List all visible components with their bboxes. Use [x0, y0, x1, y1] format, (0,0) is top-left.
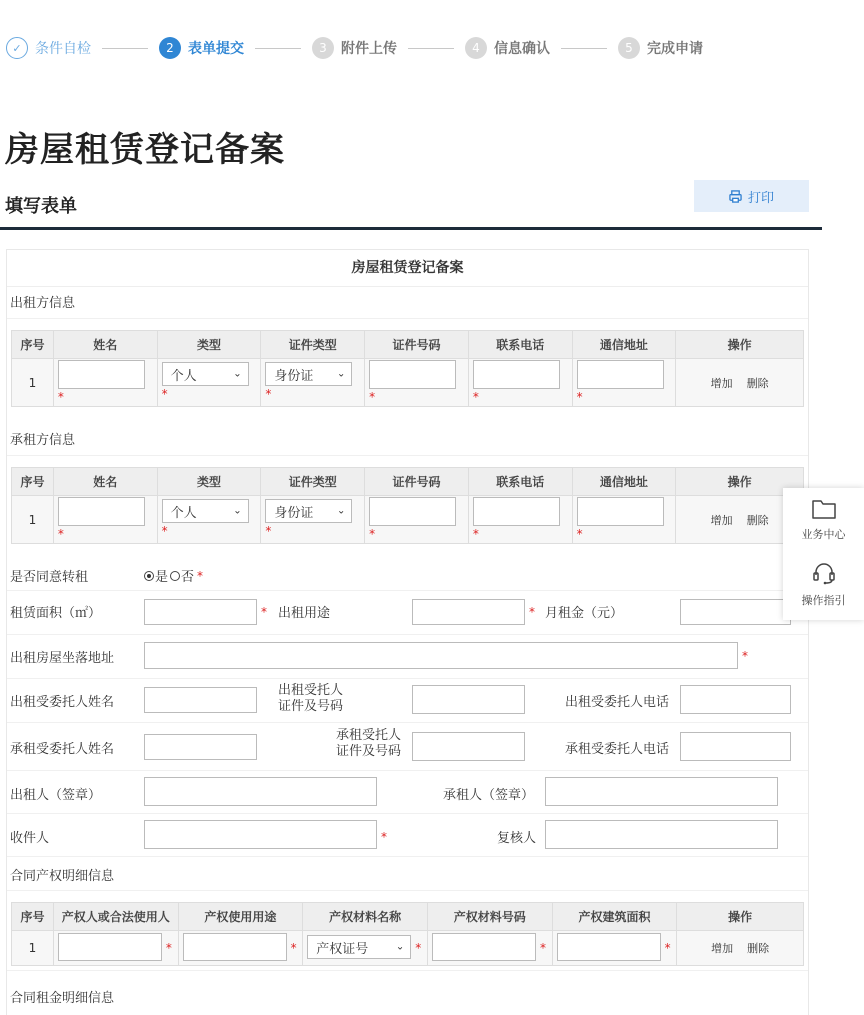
lessee-agent-phone-input[interactable]: [680, 732, 791, 761]
label-line: 证件及号码: [336, 744, 402, 759]
lessor-sign-label: 出租人（签章）: [10, 788, 102, 803]
row-divider: [7, 678, 808, 679]
type-cell: [158, 359, 262, 406]
col-header: 通信地址: [573, 468, 677, 495]
col-header: 产权人或合法使用人: [54, 903, 179, 930]
label-line: 出租受托人: [278, 683, 344, 698]
row-index: 1: [12, 496, 54, 543]
usage-cell: [179, 931, 304, 965]
area-label: 租赁面积（㎡）: [10, 606, 102, 621]
lessee-agent-phone-label: 承租受委托人电话: [565, 742, 670, 757]
col-header: 类型: [158, 331, 262, 358]
row-divider: [7, 455, 808, 456]
type-select[interactable]: [162, 362, 249, 386]
id-type-value: 身份证: [274, 368, 314, 384]
required-mark: *: [57, 527, 64, 541]
material-value: 产权证号: [316, 941, 369, 957]
row-divider: [7, 722, 808, 723]
row-index: 1: [12, 359, 54, 406]
lessor-agent-name-label: 出租受委托人姓名: [10, 695, 115, 710]
guide-button[interactable]: [783, 560, 864, 608]
check-icon: ✓: [6, 37, 28, 59]
table-header: [12, 468, 803, 496]
print-label: 打印: [747, 189, 774, 205]
col-header: 联系电话: [469, 468, 573, 495]
name-input[interactable]: [58, 360, 145, 389]
required-mark: *: [576, 527, 583, 541]
row-divider: [7, 813, 808, 814]
required-mark: *: [369, 527, 376, 541]
row-divider: [7, 590, 808, 591]
required-mark: *: [539, 941, 546, 955]
reviewer-label: 复核人: [497, 831, 537, 846]
table-row: [12, 496, 803, 543]
step-label: 信息确认: [494, 41, 550, 57]
required-mark: *: [664, 941, 671, 955]
rent-label: 月租金（元）: [545, 606, 624, 621]
required-mark: *: [369, 390, 376, 404]
name-cell: [54, 359, 158, 406]
phone-cell: [469, 496, 573, 543]
material-cell: [303, 931, 428, 965]
phone-cell: [469, 359, 573, 406]
form-title: 房屋租赁登记备案: [7, 250, 808, 287]
required-mark: *: [161, 524, 168, 538]
step-number: 3: [312, 37, 334, 59]
address-cell: [573, 359, 677, 406]
step-connector: [561, 48, 607, 49]
building-area-input[interactable]: [557, 933, 661, 961]
col-header: 联系电话: [469, 331, 573, 358]
property-section-title: 合同产权明细信息: [10, 869, 115, 884]
lessee-sign-input[interactable]: [545, 777, 778, 806]
lessee-agent-name-input[interactable]: [144, 734, 257, 760]
step-connector: [408, 48, 454, 49]
print-button[interactable]: [694, 180, 809, 212]
col-header: 证件类型: [261, 468, 365, 495]
id-number-cell: [365, 496, 469, 543]
usage-input[interactable]: [412, 599, 525, 625]
sublet-label: 是否同意转租: [10, 570, 89, 585]
progress-steps: [6, 36, 703, 60]
material-number-input[interactable]: [432, 933, 536, 961]
type-value: 个人: [170, 505, 197, 521]
lessor-sign-input[interactable]: [144, 777, 377, 806]
label-line: 证件及号码: [278, 699, 344, 714]
lessor-agent-id-label: [278, 683, 343, 715]
required-mark: *: [529, 605, 535, 619]
owner-cell: [54, 931, 179, 965]
row-divider: [7, 890, 808, 891]
property-address-label: 出租房屋坐落地址: [10, 651, 115, 666]
row-divider: [7, 856, 808, 857]
col-header: 证件号码: [365, 331, 469, 358]
id-number-input[interactable]: [369, 497, 456, 526]
page-title: 房屋租赁登记备案: [5, 130, 285, 170]
id-type-value: 身份证: [274, 505, 314, 521]
delete-row-button[interactable]: 删除: [746, 376, 769, 390]
table-row: [12, 359, 803, 406]
required-mark: *: [265, 524, 272, 538]
guide-label: 操作指引: [801, 594, 846, 607]
step-4: [465, 37, 550, 59]
material-number-cell: [428, 931, 553, 965]
col-header: 类型: [158, 468, 262, 495]
col-header: 产权材料号码: [428, 903, 553, 930]
delete-row-button[interactable]: 删除: [746, 513, 769, 527]
lessor-agent-id-input[interactable]: [412, 685, 525, 714]
col-header: 产权建筑面积: [553, 903, 678, 930]
required-mark: *: [161, 387, 168, 401]
col-header: 序号: [12, 903, 54, 930]
property-table: [11, 902, 804, 966]
lessor-table: [11, 330, 804, 407]
col-header: 姓名: [54, 468, 158, 495]
table-row: [12, 931, 803, 965]
receiver-input[interactable]: [144, 820, 377, 849]
step-connector: [255, 48, 301, 49]
address-input[interactable]: [577, 360, 664, 389]
row-divider: [7, 970, 808, 971]
area-input[interactable]: [144, 599, 257, 625]
required-mark: *: [415, 941, 422, 955]
printer-icon: [729, 190, 742, 203]
step-label: 完成申请: [647, 41, 703, 57]
step-label: 表单提交: [188, 41, 244, 57]
col-header: 证件号码: [365, 468, 469, 495]
rent-input[interactable]: [680, 599, 791, 625]
add-row-button[interactable]: 增加: [710, 513, 733, 527]
lessor-agent-phone-label: 出租受委托人电话: [565, 695, 670, 710]
table-header: [12, 903, 803, 931]
col-header: 操作: [727, 475, 752, 489]
required-mark: *: [265, 387, 272, 401]
id-type-select[interactable]: [265, 362, 352, 386]
col-header: 产权材料名称: [303, 903, 428, 930]
property-address-input[interactable]: [144, 642, 738, 669]
sublet-radio-group: [144, 566, 203, 585]
lessee-section-title: 承租方信息: [10, 433, 76, 448]
address-cell: [573, 496, 677, 543]
lessor-agent-name-input[interactable]: [144, 687, 257, 713]
required-mark: *: [472, 390, 479, 404]
col-header: 操作: [727, 338, 752, 352]
required-mark: *: [742, 649, 748, 663]
radio-no-label: 否: [181, 570, 195, 585]
lessee-sign-label: 承租人（签章）: [443, 788, 535, 803]
table-header: [12, 331, 803, 359]
chevron-down-icon: ⌄: [336, 368, 346, 380]
id-number-cell: [365, 359, 469, 406]
step-number: 2: [159, 37, 181, 59]
folder-icon: [811, 498, 837, 520]
required-mark: *: [290, 941, 297, 955]
col-header: 序号: [12, 468, 54, 495]
step-label: 条件自检: [35, 41, 91, 57]
required-mark: *: [576, 390, 583, 404]
chevron-down-icon: ⌄: [233, 505, 242, 517]
row-divider: [7, 634, 808, 635]
radio-no[interactable]: [170, 571, 180, 581]
id-type-cell: [261, 496, 365, 543]
row-divider: [7, 318, 808, 319]
lessee-agent-id-input[interactable]: [412, 732, 525, 761]
lessee-table: [11, 467, 804, 544]
material-select[interactable]: [307, 935, 411, 959]
building-area-cell: [553, 931, 678, 965]
add-row-button[interactable]: 增加: [710, 376, 733, 390]
usage-label: 出租用途: [278, 606, 331, 621]
reviewer-input[interactable]: [545, 820, 778, 849]
name-cell: [54, 496, 158, 543]
owner-input[interactable]: [58, 933, 162, 961]
required-mark: *: [57, 390, 64, 404]
rent-section-title: 合同租金明细信息: [10, 991, 115, 1006]
col-header: 证件类型: [261, 331, 365, 358]
label-line: 承租受托人: [336, 728, 402, 743]
ops-cell: [676, 359, 803, 406]
lessor-section-title: 出租方信息: [10, 296, 76, 311]
step-connector: [102, 48, 148, 49]
required-mark: *: [381, 830, 387, 844]
col-header: 产权使用用途: [179, 903, 304, 930]
required-mark: *: [197, 568, 204, 583]
id-type-cell: [261, 359, 365, 406]
col-header: 序号: [12, 331, 54, 358]
step-number: 4: [465, 37, 487, 59]
ops-cell: [677, 931, 803, 965]
step-label: 附件上传: [341, 41, 397, 57]
lessee-agent-name-label: 承租受委托人姓名: [10, 742, 115, 757]
lessor-agent-phone-input[interactable]: [680, 685, 791, 714]
col-header: 通信地址: [573, 331, 677, 358]
rental-form: [6, 249, 809, 1015]
col-header: 操作: [728, 910, 753, 924]
type-select[interactable]: [162, 499, 249, 523]
required-mark: *: [165, 941, 172, 955]
business-center-label: 业务中心: [801, 528, 846, 541]
type-cell: [158, 496, 262, 543]
type-value: 个人: [170, 368, 197, 384]
row-divider: [7, 770, 808, 771]
address-input[interactable]: [577, 497, 664, 526]
chevron-down-icon: ⌄: [395, 941, 405, 953]
required-mark: *: [472, 527, 479, 541]
business-center-button[interactable]: [783, 498, 864, 542]
radio-yes-label: 是: [155, 570, 169, 585]
name-input[interactable]: [58, 497, 145, 526]
property-usage-input[interactable]: [183, 933, 287, 961]
headset-icon: [811, 560, 837, 586]
id-number-input[interactable]: [369, 360, 456, 389]
id-type-select[interactable]: [265, 499, 352, 523]
phone-input[interactable]: [473, 360, 560, 389]
row-index: 1: [12, 931, 54, 965]
step-1: [6, 37, 91, 59]
divider: [0, 227, 822, 230]
step-5: [618, 37, 703, 59]
add-row-button[interactable]: 增加: [711, 942, 734, 955]
receiver-label: 收件人: [10, 831, 50, 846]
delete-row-button[interactable]: 删除: [747, 942, 770, 955]
col-header: 姓名: [54, 331, 158, 358]
required-mark: *: [261, 605, 267, 619]
lessee-agent-id-label: [336, 728, 401, 760]
floating-side-panel: [783, 488, 864, 620]
radio-yes[interactable]: [144, 571, 154, 581]
step-3: [312, 37, 397, 59]
chevron-down-icon: ⌄: [336, 505, 346, 517]
step-number: 5: [618, 37, 640, 59]
chevron-down-icon: ⌄: [233, 368, 242, 380]
phone-input[interactable]: [473, 497, 560, 526]
form-subtitle: 填写表单: [5, 196, 77, 217]
step-2: [159, 37, 244, 59]
